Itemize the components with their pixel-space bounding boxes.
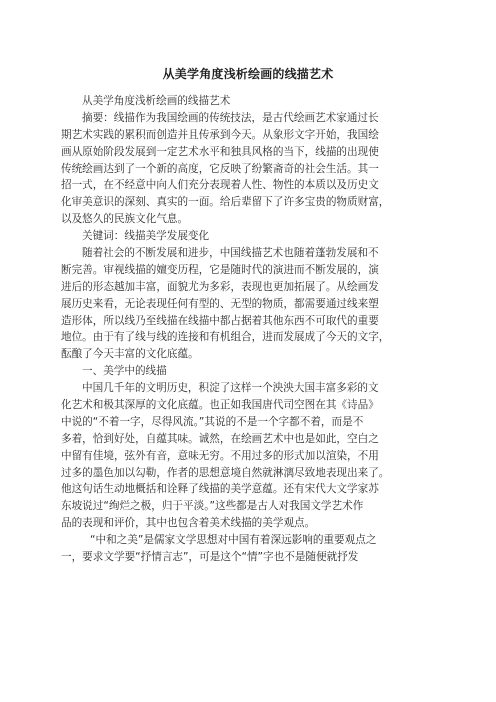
text-line: 展历史来看，无论表现任何有型的、无型的物质，都需要通过线来塑 (61, 297, 379, 310)
text-line: 化艺术和极其深厚的文化底蕴。也正如我国唐代司空图在其《诗品》 (61, 399, 379, 412)
text-line: 一、美学中的线描 (82, 365, 167, 378)
text-line: “中和之美”是儒家文学思想对中国有着深远影响的重要观点之 (90, 534, 377, 547)
text-line: 画从原始阶段发展到一定艺术水平和独具风格的当下，线描的出现使 (61, 145, 379, 158)
text-line: 中留有佳境，弦外有音，意味无穷。不用过多的形式加以渲染，不用 (61, 449, 379, 462)
page-title: 从美学角度浅析绘画的线描艺术 (162, 67, 334, 81)
text-line: 期艺术实践的累积而创造并且传承到今天。从象形文字开始，我国绘 (61, 128, 379, 141)
text-line: 以及悠久的民族文化气息。 (61, 213, 189, 226)
text-line: 断完善。审视线描的嬗变历程，它是随时代的演进而不断发展的，演 (61, 263, 379, 276)
text-line: 进后的形态越加丰富，面貌尤为多彩，表现也更加拓展了。从绘画发 (61, 280, 379, 293)
text-line: 招一式，在不经意中向人们充分表现着人性、物性的本质以及历史文 (61, 179, 379, 192)
text-line: 随着社会的不断发展和进步，中国线描艺术也随着蓬勃发展和不 (82, 247, 379, 260)
text-line: 摘要：线描作为我国绘画的传统技法，是古代绘画艺术家通过长 (82, 111, 379, 124)
text-line: 地位。由于有了线与线的连接和有机组合，进而发展成了今天的文字， (61, 331, 390, 344)
text-line: 化审美意识的深刻、真实的一面。给后辈留下了许多宝贵的物质财富， (61, 196, 390, 209)
text-line: 过多的墨色加以勾勒，作者的思想意境自然就淋漓尽致地表现出来了。 (61, 466, 390, 479)
text-line: 造形体，所以线乃至线描在线描中都占据着其他东西不可取代的重要 (61, 314, 379, 327)
text-line: 品的表现和评价，其中也包含着美术线描的美学观点。 (61, 517, 316, 530)
text-line: 中国几千年的文明历史，积淀了这样一个泱泱大国丰富多彩的文 (82, 382, 379, 395)
text-line: 从美学角度浅析绘画的线描艺术 (82, 95, 231, 107)
text-line: 东坡说过“绚烂之极，归于平淡。”这些都是古人对我国文学艺术作 (61, 500, 364, 513)
text-line: 关键词：线描美学发展变化 (82, 230, 210, 243)
text-line: 多着，恰到好处，自蕴其味。诚然，在绘画艺术中也是如此，空白之 (61, 432, 379, 445)
text-line: 传统绘画达到了一个新的高度，它反映了纷繁斋奇的社会生活。其一 (61, 162, 379, 175)
text-line: 酝酿了今天丰富的文化底蕴。 (61, 348, 199, 361)
text-line: 中说的“不着一字，尽得风流。”其说的不是一个字都不着，而是不 (61, 415, 364, 428)
text-line: 一，要求文学要“抒情言志”，可是这个“情”字也不是随便就抒发 (61, 551, 359, 564)
body-text (61, 93, 433, 566)
text-line: 他这句话生动地概括和诠释了线描的美学意蕴。还有宋代大文学家苏 (61, 483, 379, 496)
